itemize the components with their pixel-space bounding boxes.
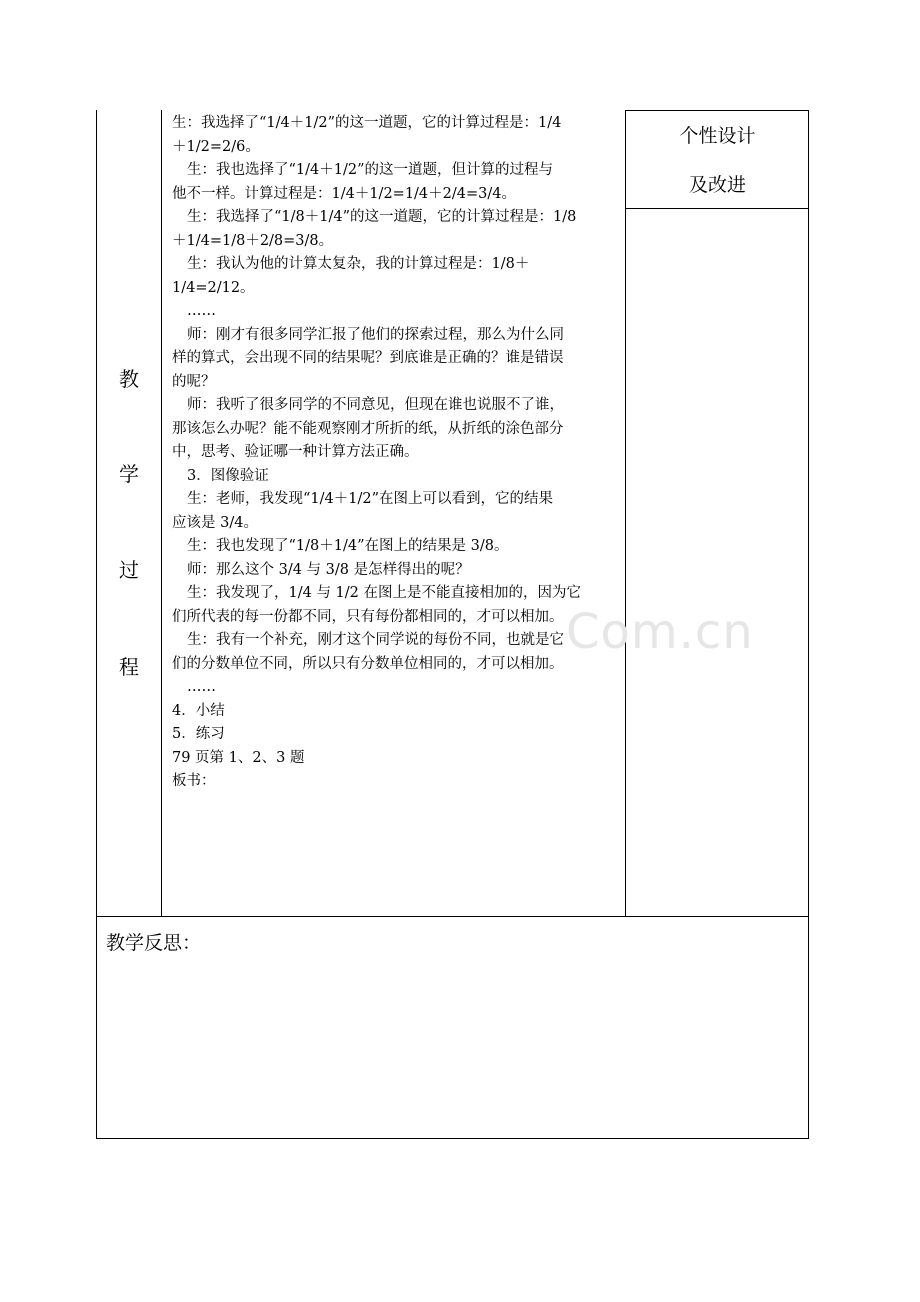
side-label-char-3: 过	[119, 558, 139, 582]
content-line: 1/4=2/12。	[172, 279, 255, 296]
content-line: ＋1/4=1/8＋2/8=3/8。	[172, 232, 334, 249]
reflection-box	[96, 916, 809, 1139]
content-line: 师：我听了很多同学的不同意见，但现在谁也说服不了谁，	[187, 397, 564, 413]
content-line: 他不一样。计算过程是：1/4＋1/2=1/4＋2/4=3/4。	[172, 185, 516, 202]
content-line: ＋1/2=2/6。	[172, 138, 260, 155]
content-line: 师：那么这个 3/4 与 3/8 是怎样得出的呢？	[187, 561, 470, 578]
content-line: ……	[187, 303, 216, 319]
content-line: 师：刚才有很多同学汇报了他们的探索过程，那么为什么同	[187, 326, 564, 343]
design-header-line-2: 及改进	[688, 174, 746, 196]
side-label-char-1: 教	[119, 367, 139, 391]
lesson-process-content	[172, 112, 624, 794]
content-line: 们的分数单位不同，所以只有分数单位相同的，才可以相加。	[172, 655, 564, 672]
column-divider-right	[625, 110, 626, 917]
design-header-top-border	[625, 110, 809, 111]
content-line: ……	[187, 679, 216, 695]
content-line: 中，思考、验证哪一种计算方法正确。	[172, 444, 419, 460]
content-line: 生：我也选择了“1/4＋1/2”的这一道题，但计算的过程与	[187, 162, 553, 178]
content-line: 们所代表的每一份都不同，只有每份都相同的，才可以相加。	[172, 608, 564, 625]
design-header-line-1: 个性设计	[679, 125, 756, 147]
content-line: 3．图像验证	[187, 467, 269, 484]
content-line: 样的算式，会出现不同的结果呢？到底谁是正确的？谁是错误	[172, 350, 564, 366]
content-line: 的呢？	[172, 373, 216, 390]
content-line: 生：我有一个补充，刚才这个同学说的每份不同，也就是它	[187, 632, 564, 648]
content-line: 5．练习	[172, 726, 225, 742]
content-line: 那该怎么办呢？能不能观察刚才所折的纸，从折纸的涂色部分	[172, 420, 564, 437]
content-line: 生：我选择了“1/8＋1/4”的这一道题，它的计算过程是：1/8	[187, 209, 577, 225]
content-line: 4．小结	[172, 702, 225, 719]
content-line: 板书：	[172, 773, 216, 789]
design-header	[626, 112, 809, 210]
side-label-char-2: 学	[119, 462, 139, 486]
column-divider-left	[161, 110, 162, 917]
watermark: Com.cn	[566, 604, 754, 660]
content-line: 生：老师，我发现“1/4＋1/2”在图上可以看到，它的结果	[187, 491, 553, 507]
content-line: 生：我认为他的计算太复杂，我的计算过程是：1/8＋	[187, 256, 530, 272]
side-label-char-4: 程	[119, 655, 139, 679]
reflection-title: 教学反思：	[106, 932, 202, 954]
content-line: 应该是 3/4。	[172, 514, 258, 531]
content-line: 生：我选择了“1/4＋1/2”的这一道题，它的计算过程是：1/4	[172, 115, 562, 131]
content-line: 生：我也发现了“1/8＋1/4”在图上的结果是 3/8。	[187, 538, 509, 554]
content-line: 生：我发现了，1/4 与 1/2 在图上是不能直接相加的，因为它	[187, 585, 581, 601]
content-line: 79 页第 1、2、3 题	[172, 749, 305, 766]
